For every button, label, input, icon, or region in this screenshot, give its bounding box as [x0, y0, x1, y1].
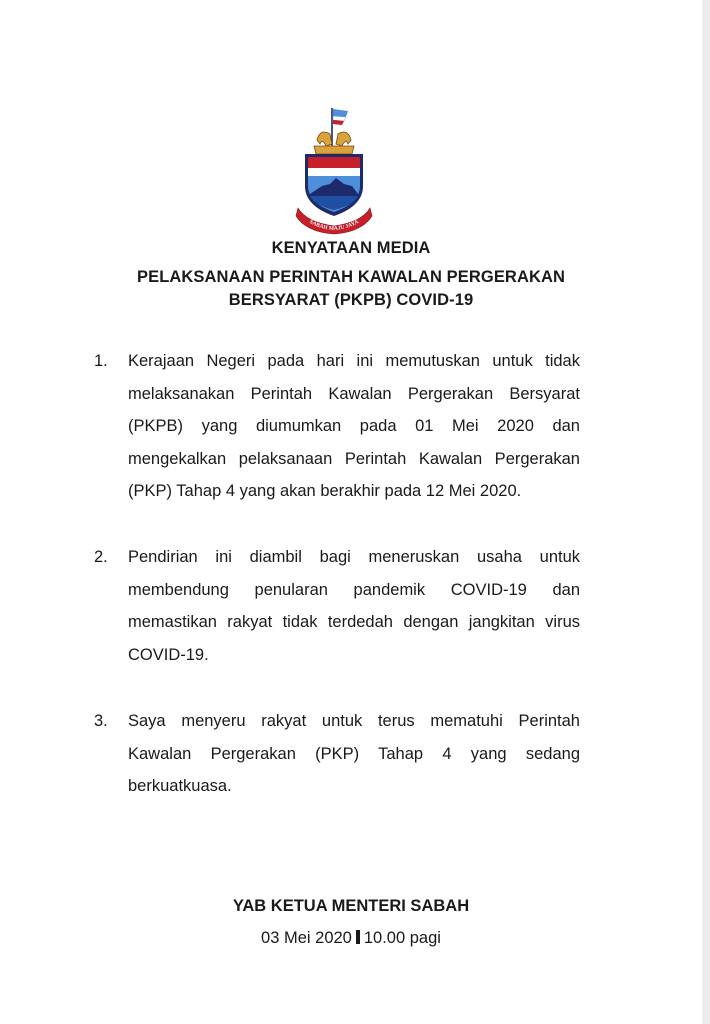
item-line: membendung penularan pandemik COVID-19 dan	[128, 580, 580, 599]
signature-time: 10.00 pagi	[363, 929, 441, 947]
heading-media-statement: KENYATAAN MEDIA	[271, 239, 431, 257]
item-line: Pendirian ini diambil bagi meneruskan usaha untuk	[128, 548, 580, 566]
item-text	[128, 541, 580, 671]
item-text	[128, 345, 580, 508]
item-number: 2.	[94, 548, 108, 566]
item-line: (PKP) Tahap 4 yang akan berakhir pada 12 Mei 2020.	[128, 482, 522, 500]
item-number: 3.	[94, 712, 108, 730]
item-line: memastikan rakyat tidak terdedah dengan jangkitan virus	[128, 613, 580, 631]
item-line: mengekalkan pelaksanaan Perintah Kawalan Pergerakan	[128, 449, 580, 468]
item-line: Kerajaan Negeri pada hari ini memutuskan untuk tidak	[128, 352, 580, 370]
item-line: COVID-19.	[128, 645, 209, 664]
signature-date: 03 Mei 2020	[261, 929, 352, 947]
item-line: berkuatkuasa.	[128, 777, 232, 795]
item-number: 1.	[94, 352, 108, 370]
sabah-crest-emblem	[292, 104, 376, 236]
crest-motto: SABAH MAJU JAYA	[308, 219, 360, 233]
signatory-title: YAB KETUA MENTERI SABAH	[232, 897, 470, 915]
separator-bar	[356, 930, 360, 944]
signature-date-time	[0, 929, 702, 948]
item-text	[128, 705, 580, 803]
item-line: melaksanakan Perintah Kawalan Pergerakan Bersyarat	[128, 384, 580, 403]
heading-title-line-1: PELAKSANAAN PERINTAH KAWALAN PERGERAKAN	[136, 268, 566, 286]
item-line: Kawalan Pergerakan (PKP) Tahap 4 yang sedang	[128, 744, 580, 763]
item-line: Saya menyeru rakyat untuk terus mematuhi Perintah	[128, 712, 580, 730]
item-line: (PKPB) yang diumumkan pada 01 Mei 2020 dan	[128, 417, 580, 435]
heading-title-line-2: BERSYARAT (PKPB) COVID-19	[228, 291, 474, 309]
